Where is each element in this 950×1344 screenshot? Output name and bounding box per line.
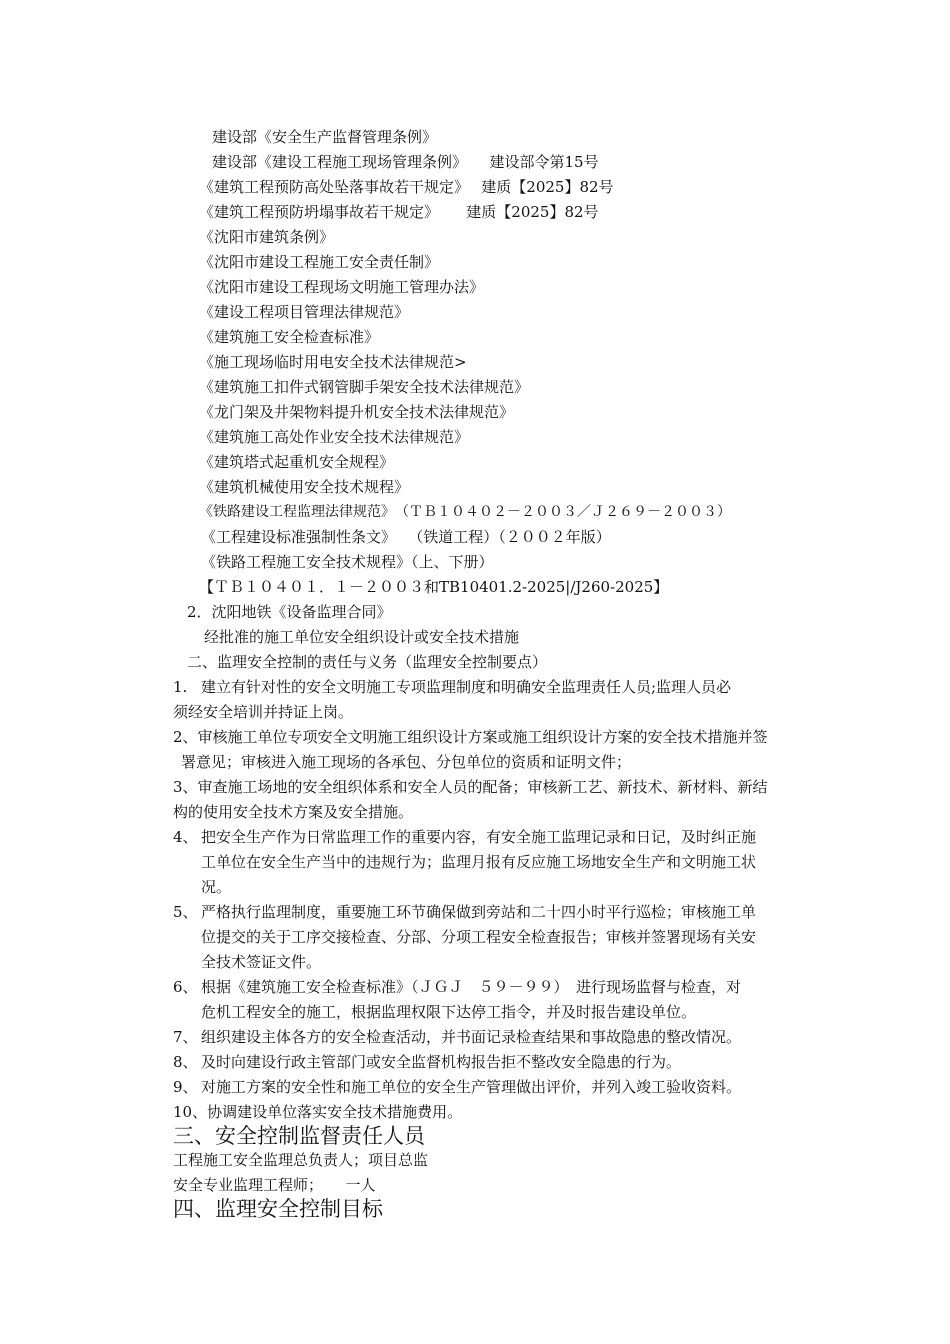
duty-7-line-1: 组织建设主体各方的安全检查活动，并书面记录检查结果和事故隐患的整改情况。 <box>201 1028 742 1046</box>
duty-6-line-2: 危机工程安全的施工，根据监理权限下达停工指令，并及时报告建设单位。 <box>201 1003 697 1021</box>
duty-1-line-2: 须经安全培训并持证上岗。 <box>173 703 354 721</box>
duty-2-line-1: 2、审核施工单位专项安全文明施工组织设计方案或施工组织设计方案的安全技术措施并签 <box>173 728 768 746</box>
section-3-line-2: 安全专业监理工程师； 一人 <box>173 1176 376 1194</box>
section-3-line-1: 工程施工安全监理总负责人；项目总监 <box>173 1151 429 1169</box>
duty-2-line-2: 署意见；审核进入施工现场的各承包、分包单位的资质和证明文件； <box>181 753 632 771</box>
regulation-line-1: 建设部《安全生产监督管理条例》 <box>212 128 438 146</box>
regulation-line-12: 《龙门架及井架物料提升机安全技术法律规范》 <box>199 403 515 421</box>
regulation-line-4: 《建筑工程预防坍塌事故若干规定》 建质【2025】82号 <box>199 203 599 221</box>
duty-3-line-1: 3、审查施工场地的安全组织体系和安全人员的配备；审核新工艺、新技术、新材料、新结 <box>173 778 768 796</box>
duty-6-line-1: 根据《建筑施工安全检查标准》（ＪＧＪ ５９－９９） 进行现场监督与检查，对 <box>201 978 742 996</box>
regulation-line-14: 《建筑塔式起重机安全规程》 <box>199 453 395 471</box>
section-2-title: 二、监理安全控制的责任与义务（监理安全控制要点） <box>187 653 548 671</box>
duty-7-number: 7、 <box>173 1028 198 1046</box>
duty-5-line-1: 严格执行监理制度，重要施工环节确保做到旁站和二十四小时平行巡检；审核施工单 <box>201 903 757 921</box>
regulation-line-17: 《工程建设标准强制性条文》 （铁道工程）（２００２年版） <box>201 528 611 546</box>
regulation-line-10: 《施工现场临时用电安全技术法律规范> <box>199 353 467 371</box>
regulation-line-3: 《建筑工程预防高处坠落事故若干规定》 建质【2025】82号 <box>199 178 614 196</box>
regulation-line-6: 《沈阳市建设工程施工安全责任制》 <box>199 253 440 271</box>
regulation-line-18: 《铁路工程施工安全技术规程》（上、下册） <box>201 553 494 571</box>
item-2-sub: 经批准的施工单位安全组织设计或安全技术措施 <box>204 628 520 646</box>
section-4-title: 四、监理安全控制目标 <box>173 1197 383 1221</box>
regulation-line-11: 《建筑施工扣件式钢管脚手架安全技术法律规范》 <box>199 378 530 396</box>
duty-9-number: 9、 <box>173 1078 198 1096</box>
regulation-line-15: 《建筑机械使用安全技术规程》 <box>199 478 410 496</box>
duty-4-line-2: 工单位在安全生产当中的违规行为；监理月报有反应施工场地安全生产和文明施工状 <box>201 853 757 871</box>
regulation-line-13: 《建筑施工高处作业安全技术法律规范》 <box>199 428 470 446</box>
regulation-line-2: 建设部《建设工程施工现场管理条例》 建设部令第15号 <box>212 153 599 171</box>
regulation-line-7: 《沈阳市建设工程现场文明施工管理办法》 <box>199 278 485 296</box>
duty-4-number: 4、 <box>173 828 198 846</box>
regulation-line-19: 【ＴＢ１０４０１．１－２００３和TB10401.2-2025|/J260-2025】 <box>199 578 669 596</box>
duty-10-line-1: 10、协调建设单位落实安全技术措施费用。 <box>173 1103 463 1121</box>
duty-8-line-1: 及时向建设行政主管部门或安全监督机构报告拒不整改安全隐患的行为。 <box>201 1053 682 1071</box>
duty-9-line-1: 对施工方案的安全性和施工单位的安全生产管理做出评价，并列入竣工验收资料。 <box>201 1078 742 1096</box>
duty-3-line-2: 构的使用安全技术方案及安全措施。 <box>173 803 414 821</box>
duty-4-line-3: 况。 <box>201 878 232 896</box>
regulation-line-16: 《铁路建设工程监理法律规范》 （ＴＢ１０４０２－２００３／Ｊ２６９－２００３） <box>199 504 731 520</box>
regulation-line-5: 《沈阳市建筑条例》 <box>199 228 335 246</box>
duty-4-line-1: 把安全生产作为日常监理工作的重要内容，有安全施工监理记录和日记，及时纠正施 <box>201 828 757 846</box>
regulation-line-8: 《建设工程项目管理法律规范》 <box>199 303 410 321</box>
item-2: 2．沈阳地铁《设备监理合同》 <box>187 603 392 621</box>
duty-5-line-3: 全技术签证文件。 <box>201 953 322 971</box>
duty-5-line-2: 位提交的关于工序交接检查、分部、分项工程安全检查报告；审核并签署现场有关安 <box>201 928 757 946</box>
duty-6-number: 6、 <box>173 978 198 996</box>
duty-5-number: 5、 <box>173 903 198 921</box>
duty-8-number: 8、 <box>173 1053 198 1071</box>
duty-1-line-1: 建立有针对性的安全文明施工专项监理制度和明确安全监理责任人员;监理人员必 <box>201 678 732 696</box>
regulation-line-9: 《建筑施工安全检查标准》 <box>199 328 380 346</box>
duty-1-number: 1. <box>173 678 188 696</box>
section-3-title: 三、安全控制监督责任人员 <box>173 1124 425 1148</box>
